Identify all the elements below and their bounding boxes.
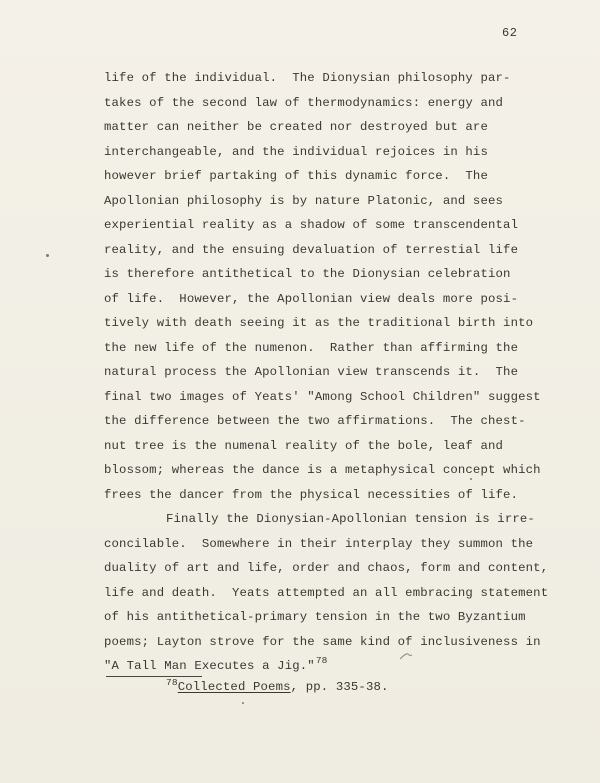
text-line: of his antithetical-primary tension in the two Byzantium xyxy=(104,610,526,624)
page-number: 62 xyxy=(502,26,518,40)
text-line: poems; Layton strove for the same kind of inclusiveness in xyxy=(104,634,541,649)
body-text xyxy=(104,66,564,679)
text-line: frees the dancer from the physical necessities of life. xyxy=(104,487,519,502)
text-line: life of the individual. The Dionysian philosophy par- xyxy=(104,71,511,85)
text-line: final two images of Yeats' "Among School Children" suggest xyxy=(104,389,541,404)
footnote-divider xyxy=(106,676,202,677)
text-line: interchangeable, and the individual rejoices in his xyxy=(104,144,488,159)
footnote xyxy=(166,677,389,694)
text-line-last xyxy=(104,654,564,679)
text-line: life and death. Yeats attempted an all embracing statement xyxy=(104,585,549,600)
pencil-mark xyxy=(399,652,413,660)
footnote-number: 78 xyxy=(166,677,178,688)
text-line: takes of the second law of thermodynamics: energy and xyxy=(104,95,504,110)
speck-mark xyxy=(242,702,244,704)
text-line: duality of art and life, order and chaos, form and content, xyxy=(104,561,549,575)
text-line: natural process the Apollonian view transcends it. The xyxy=(104,365,519,379)
text-line: blossom; whereas the dance is a metaphysical concept which xyxy=(104,463,541,477)
last-line-text: "A Tall Man Executes a Jig." xyxy=(104,659,315,673)
text-line: tively with death seeing it as the traditional birth into xyxy=(104,316,534,330)
text-line: Apollonian philosophy is by nature Platonic, and sees xyxy=(104,193,504,208)
text-line: matter can neither be created nor destroyed but are xyxy=(104,120,488,134)
text-line: the difference between the two affirmations. The chest- xyxy=(104,414,526,428)
text-line: concilable. Somewhere in their interplay they summon the xyxy=(104,536,534,551)
text-line: experiential reality as a shadow of some transcendental xyxy=(104,218,519,232)
text-line: however brief partaking of this dynamic force. The xyxy=(104,169,488,183)
text-line: the new life of the numenon. Rather than affirming the xyxy=(104,340,519,355)
text-line-paragraph-start: Finally the Dionysian-Apollonian tension is irre- xyxy=(166,512,535,526)
text-line: is therefore antithetical to the Dionysian celebration xyxy=(104,267,511,281)
speck-mark xyxy=(46,254,49,257)
footnote-pages: , pp. 335-38. xyxy=(290,680,389,694)
footnote-title: Collected Poems xyxy=(177,680,291,694)
text-line: of life. However, the Apollonian view deals more posi- xyxy=(104,291,519,306)
text-line: nut tree is the numenal reality of the bole, leaf and xyxy=(104,438,504,453)
text-line: reality, and the ensuing devaluation of terrestial life xyxy=(104,242,519,257)
speck-mark xyxy=(470,478,472,480)
footnote-reference: 78 xyxy=(315,655,328,666)
